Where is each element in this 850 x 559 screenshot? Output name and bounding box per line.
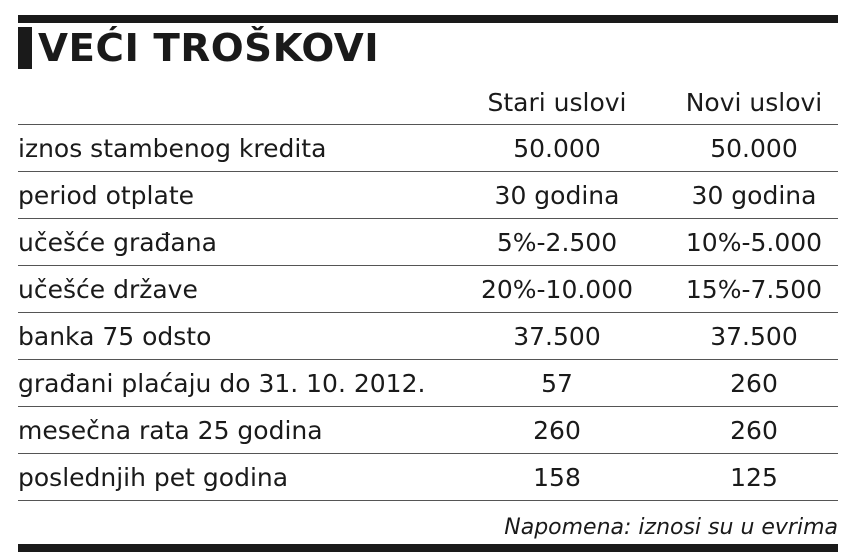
bottom-rule: [18, 544, 838, 552]
title-block: [18, 26, 380, 70]
row-old-value: 57: [541, 368, 573, 398]
row-new-value: 30 godina: [691, 180, 817, 210]
table-row: [18, 172, 838, 219]
table-row: [18, 360, 838, 407]
table-row: [18, 266, 838, 313]
table-row: [18, 125, 838, 172]
row-label: iznos stambenog kredita: [18, 133, 327, 163]
row-old-value: 37.500: [513, 321, 601, 351]
table-row: [18, 454, 838, 501]
top-rule: [18, 15, 838, 23]
row-old-value: 5%-2.500: [496, 227, 618, 257]
header-old-conditions: Stari uslovi: [487, 87, 627, 117]
row-old-value: 260: [533, 415, 581, 445]
table-row: [18, 313, 838, 360]
table-header: [18, 80, 838, 125]
row-old-value: 50.000: [513, 133, 601, 163]
row-label: učešće države: [18, 274, 198, 304]
page-title: VEĆI TROŠKOVI: [38, 26, 380, 70]
row-label: mesečna rata 25 godina: [18, 415, 323, 445]
row-new-value: 15%-7.500: [685, 274, 823, 304]
title-bar-mark: [18, 27, 32, 69]
row-label: učešće građana: [18, 227, 217, 257]
row-label: banka 75 odsto: [18, 321, 212, 351]
currency-note: Napomena: iznosi su u evrima: [504, 515, 838, 540]
header-new-conditions: Novi uslovi: [685, 87, 823, 117]
row-new-value: 10%-5.000: [685, 227, 823, 257]
row-old-value: 158: [533, 462, 581, 492]
row-old-value: 20%-10.000: [480, 274, 634, 304]
row-label: period otplate: [18, 180, 195, 210]
table-row: [18, 219, 838, 266]
row-new-value: 260: [730, 368, 778, 398]
row-old-value: 30 godina: [494, 180, 620, 210]
row-new-value: 37.500: [710, 321, 798, 351]
row-new-value: 260: [730, 415, 778, 445]
row-label: građani plaćaju do 31. 10. 2012.: [18, 368, 426, 398]
row-label: poslednjih pet godina: [18, 462, 289, 492]
table-row: [18, 407, 838, 454]
row-new-value: 125: [730, 462, 778, 492]
row-new-value: 50.000: [710, 133, 798, 163]
cost-table: [18, 80, 838, 501]
